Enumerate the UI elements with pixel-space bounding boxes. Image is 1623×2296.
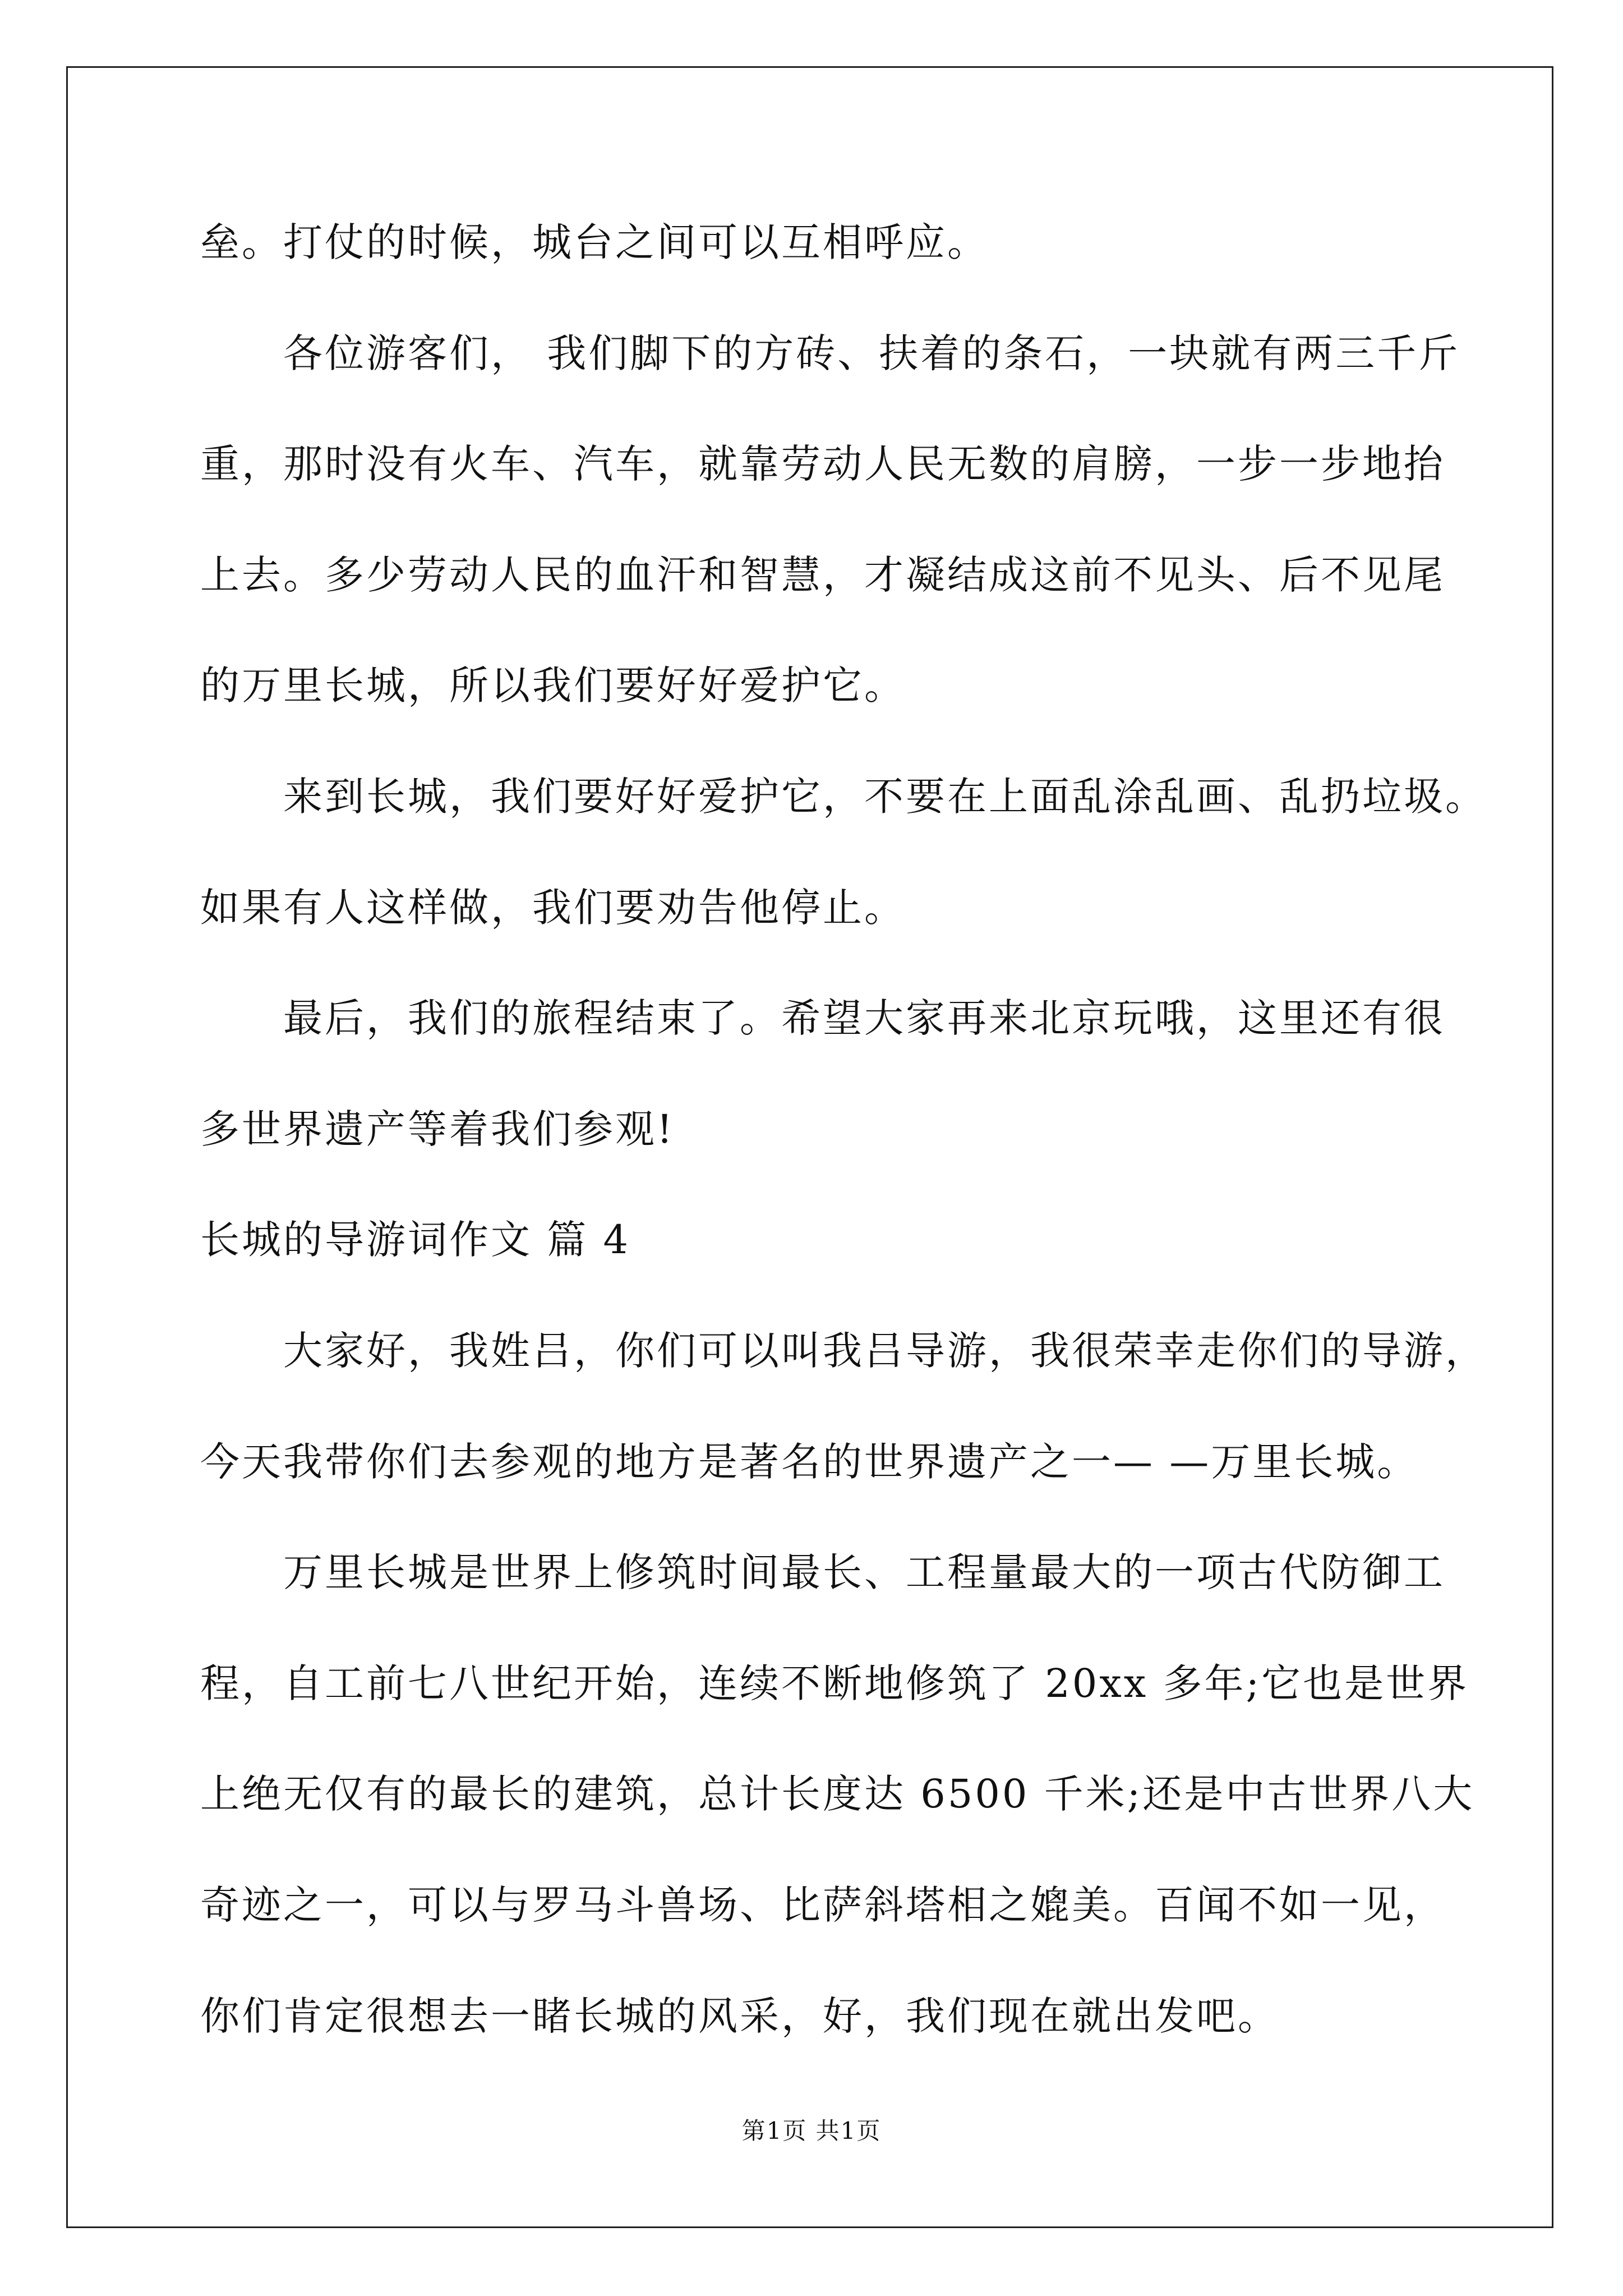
text-line: 大家好，我姓吕，你们可以叫我吕导游，我很荣幸走你们的导游， (283, 1328, 1487, 1374)
text-line: 上去。多少劳动人民的血汗和智慧，才凝结成这前不见头、后不见尾 (200, 552, 1445, 598)
text-line: 重，那时没有火车、汽车，就靠劳动人民无数的肩膀，一步一步地抬 (200, 441, 1445, 487)
text-line: 如果有人这样做，我们要劝告他停止。 (200, 885, 906, 931)
text-line: 的万里长城，所以我们要好好爱护它。 (200, 662, 906, 708)
text-line: 垒。打仗的时候，城台之间可以互相呼应。 (200, 219, 989, 265)
text-line: 来到长城，我们要好好爱护它，不要在上面乱涂乱画、乱扔垃圾。 (283, 774, 1487, 820)
text-line: 最后，我们的旅程结束了。希望大家再来北京玩哦，这里还有很 (283, 995, 1445, 1041)
text-line: 各位游客们， 我们脚下的方砖、扶着的条石，一块就有两三千斤 (283, 330, 1460, 376)
text-line: 多世界遗产等着我们参观! (200, 1106, 675, 1152)
text-line: 上绝无仅有的最长的建筑，总计长度达 6500 千米;还是中古世界八大 (200, 1771, 1475, 1817)
page-footer: 第1页 共1页 (741, 2117, 882, 2145)
text-line: 程，自工前七八世纪开始，连续不断地修筑了 20xx 多年;它也是世界 (200, 1660, 1469, 1706)
text-line: 万里长城是世界上修筑时间最长、工程量最大的一项古代防御工 (283, 1549, 1445, 1595)
text-line: 你们肯定很想去一睹长城的风采，好，我们现在就出发吧。 (200, 1993, 1279, 2039)
text-line: 今天我带你们去参观的地方是著名的世界遗产之一— —万里长城。 (200, 1439, 1419, 1485)
section-heading: 长城的导游词作文 篇 4 (200, 1217, 631, 1263)
text-line: 奇迹之一，可以与罗马斗兽场、比萨斜塔相之媲美。百闻不如一见， (200, 1882, 1445, 1928)
